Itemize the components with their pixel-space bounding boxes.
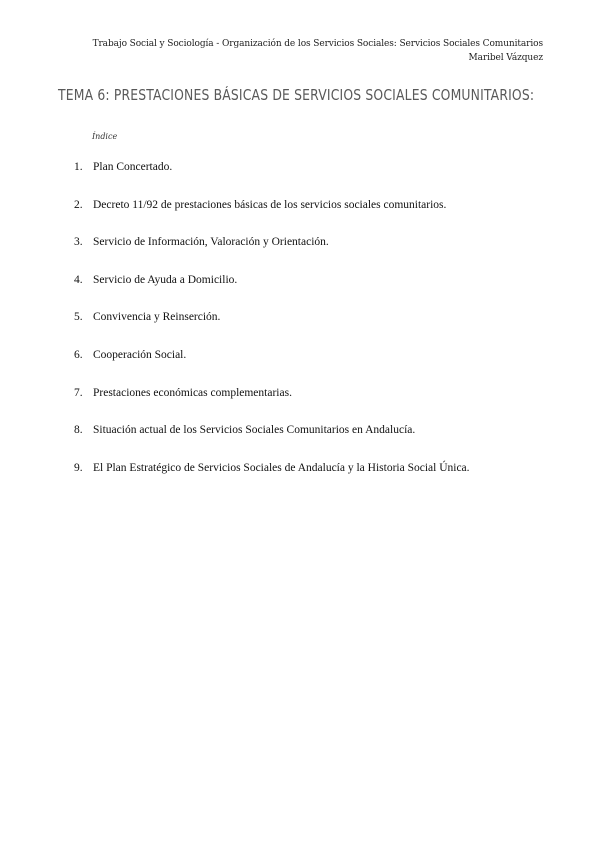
toc-item <box>74 458 470 496</box>
toc-item-number: 2. <box>74 198 83 211</box>
table-of-contents <box>74 157 470 495</box>
header-author: Maribel Vázquez <box>468 53 543 63</box>
toc-item-number: 8. <box>74 424 83 437</box>
toc-item <box>74 232 470 270</box>
toc-item-number: 6. <box>74 348 83 361</box>
toc-item-number: 5. <box>74 311 83 324</box>
toc-item-text: Convivencia y Reinserción. <box>93 311 221 324</box>
toc-item-number: 3. <box>74 236 83 249</box>
toc-item-text: Decreto 11/92 de prestaciones básicas de los servicios sociales comunitarios. <box>93 198 447 211</box>
toc-item-number: 1. <box>74 161 83 173</box>
header-course-line: Trabajo Social y Sociología - Organización de los Servicios Sociales: Servicios Sociales Comunitarios <box>92 39 543 49</box>
toc-item-number: 7. <box>74 386 83 399</box>
toc-item-text: Prestaciones económicas complementarias. <box>93 386 292 399</box>
toc-item-text: Situación actual de los Servicios Sociales Comunitarios en Andalucía. <box>93 424 416 437</box>
toc-item-number: 9. <box>74 461 83 474</box>
document-title: TEMA 6: PRESTACIONES BÁSICAS DE SERVICIOS SOCIALES COMUNITARIOS: <box>58 86 535 104</box>
toc-item-text: Servicio de Ayuda a Domicilio. <box>93 273 238 286</box>
toc-item <box>74 195 470 233</box>
toc-item-text: Cooperación Social. <box>93 348 187 361</box>
toc-item-text: Plan Concertado. <box>93 161 173 173</box>
toc-item <box>74 157 470 195</box>
toc-item <box>74 307 470 345</box>
toc-item <box>74 420 470 458</box>
toc-item <box>74 345 470 383</box>
toc-item-number: 4. <box>74 273 83 286</box>
toc-item <box>74 383 470 421</box>
toc-item-text: El Plan Estratégico de Servicios Sociales de Andalucía y la Historia Social Única. <box>93 461 470 474</box>
toc-item-text: Servicio de Información, Valoración y Orientación. <box>93 236 329 249</box>
toc-item <box>74 270 470 308</box>
index-label: Índice <box>92 132 118 141</box>
page-header <box>93 37 543 65</box>
